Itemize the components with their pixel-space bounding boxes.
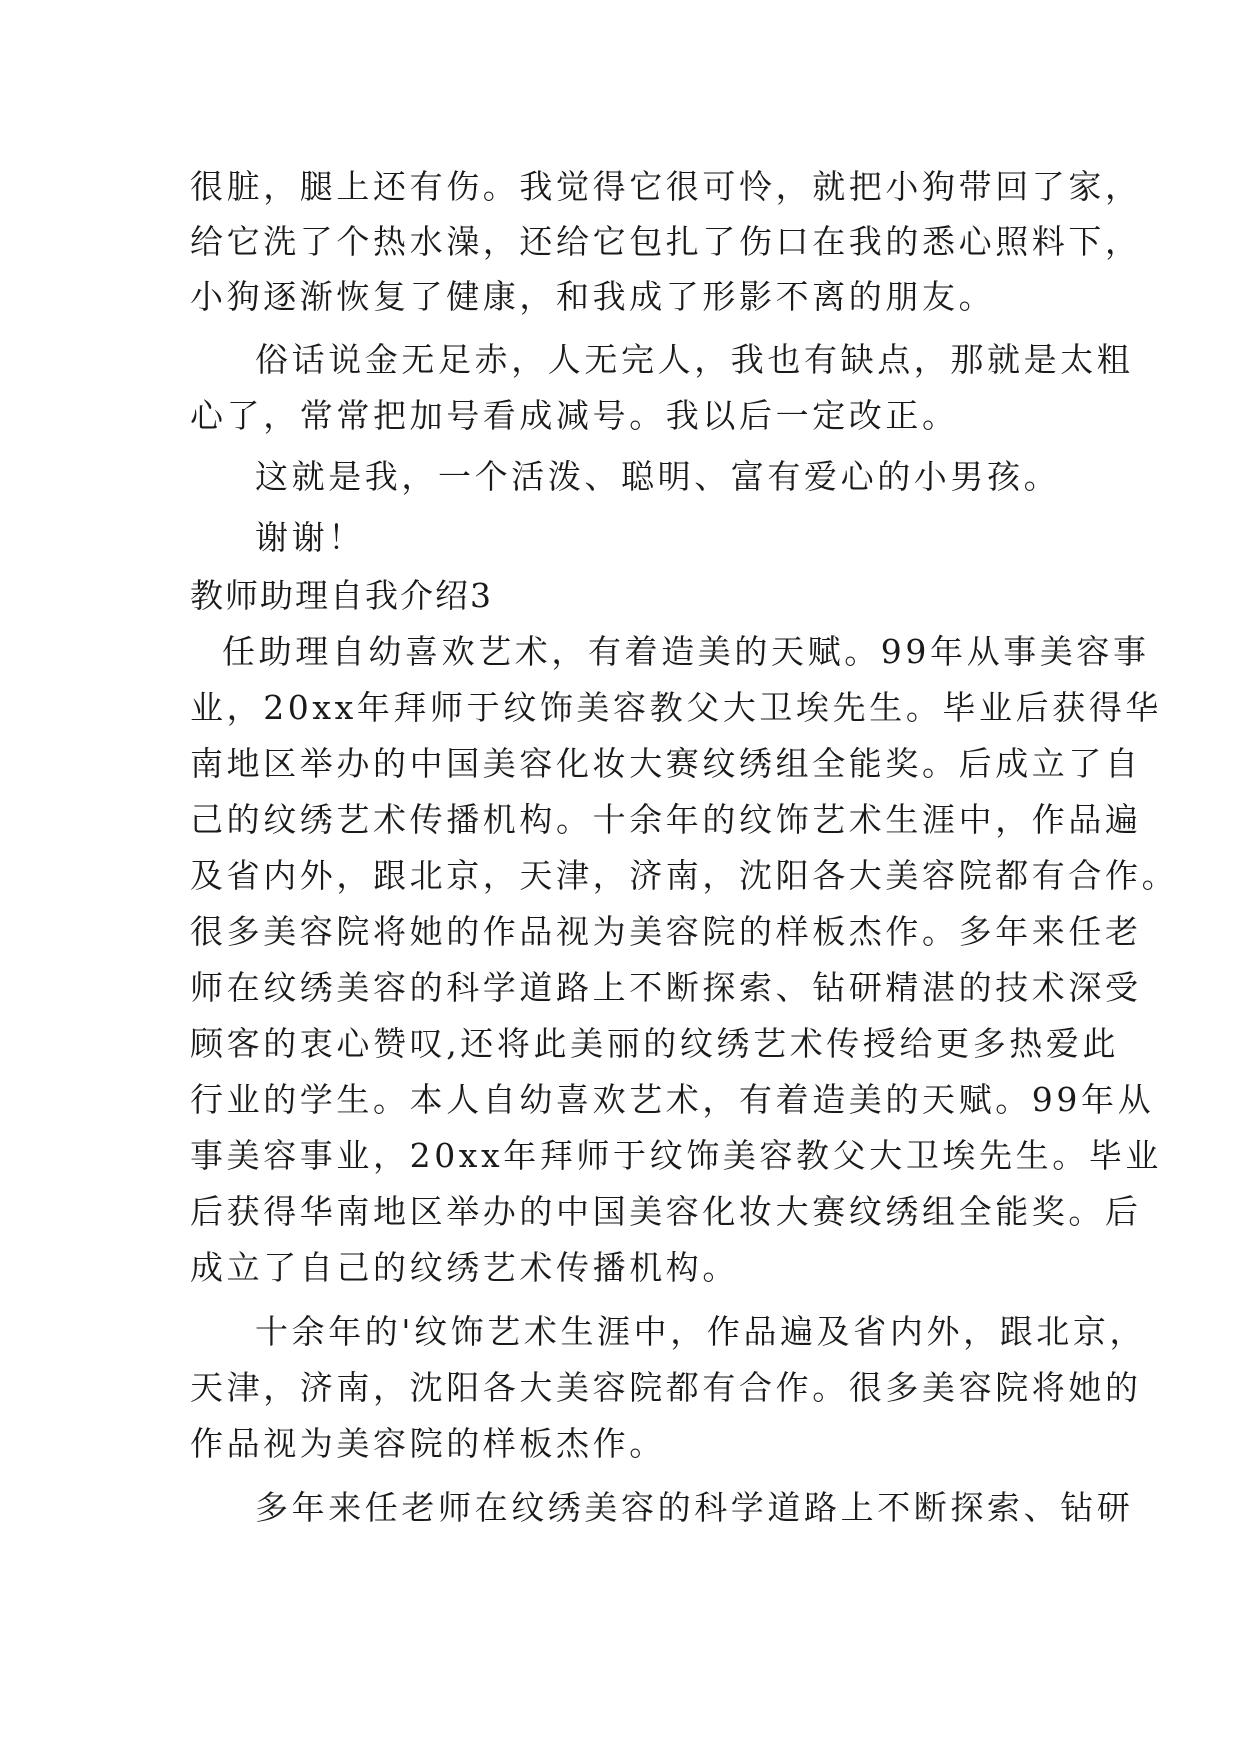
paragraph-line: 事美容事业，20xx年拜师于纹饰美容教父大卫埃先生。毕业 — [190, 1136, 1163, 1175]
paragraph-line: 很多美容院将她的作品视为美容院的样板杰作。多年来任老 — [190, 912, 1142, 951]
paragraph-line: 行业的学生。本人自幼喜欢艺术，有着造美的天赋。99年从 — [190, 1080, 1155, 1119]
paragraph-line: 天津，济南，沈阳各大美容院都有合作。很多美容院将她的 — [190, 1368, 1142, 1407]
paragraph-line: 很脏，腿上还有伤。我觉得它很可怜，就把小狗带回了家， — [190, 167, 1142, 206]
paragraph-line: 师在纹绣美容的科学道路上不断探索、钻研精湛的技术深受 — [190, 968, 1142, 1007]
paragraph-line: 业，20xx年拜师于纹饰美容教父大卫埃先生。毕业后获得华 — [190, 688, 1163, 727]
paragraph-line: 十余年的'纹饰艺术生涯中，作品遍及省内外，跟北京， — [255, 1312, 1147, 1351]
paragraph-line: 作品视为美容院的样板杰作。 — [190, 1424, 666, 1463]
paragraph-line: 给它洗了个热水澡，还给它包扎了伤口在我的悉心照料下， — [190, 222, 1142, 261]
section-heading: 教师助理自我介绍3 — [190, 576, 493, 615]
paragraph-line: 谢谢！ — [255, 518, 365, 557]
paragraph-line: 及省内外，跟北京，天津，济南，沈阳各大美容院都有合作。 — [190, 856, 1179, 895]
paragraph-line: 成立了自己的纹绣艺术传播机构。 — [190, 1248, 739, 1287]
paragraph-line: 这就是我，一个活泼、聪明、富有爱心的小男孩。 — [255, 457, 1061, 496]
paragraph-line: 顾客的衷心赞叹,还将此美丽的纹绣艺术传授给更多热爱此 — [190, 1024, 1120, 1063]
paragraph-line: 多年来任老师在纹绣美容的科学道路上不断探索、钻研 — [255, 1488, 1134, 1527]
paragraph-line: 任助理自幼喜欢艺术，有着造美的天赋。99年从事美容事 — [222, 632, 1150, 671]
paragraph-line: 小狗逐渐恢复了健康，和我成了形影不离的朋友。 — [190, 277, 996, 316]
paragraph-line: 南地区举办的中国美容化妆大赛纹绣组全能奖。后成立了自 — [190, 744, 1142, 783]
paragraph-line: 心了，常常把加号看成减号。我以后一定改正。 — [190, 396, 959, 435]
paragraph-line: 俗话说金无足赤，人无完人，我也有缺点，那就是太粗 — [255, 340, 1134, 379]
paragraph-line: 后获得华南地区举办的中国美容化妆大赛纹绣组全能奖。后 — [190, 1192, 1142, 1231]
paragraph-line: 己的纹绣艺术传播机构。十余年的纹饰艺术生涯中，作品遍 — [190, 800, 1142, 839]
